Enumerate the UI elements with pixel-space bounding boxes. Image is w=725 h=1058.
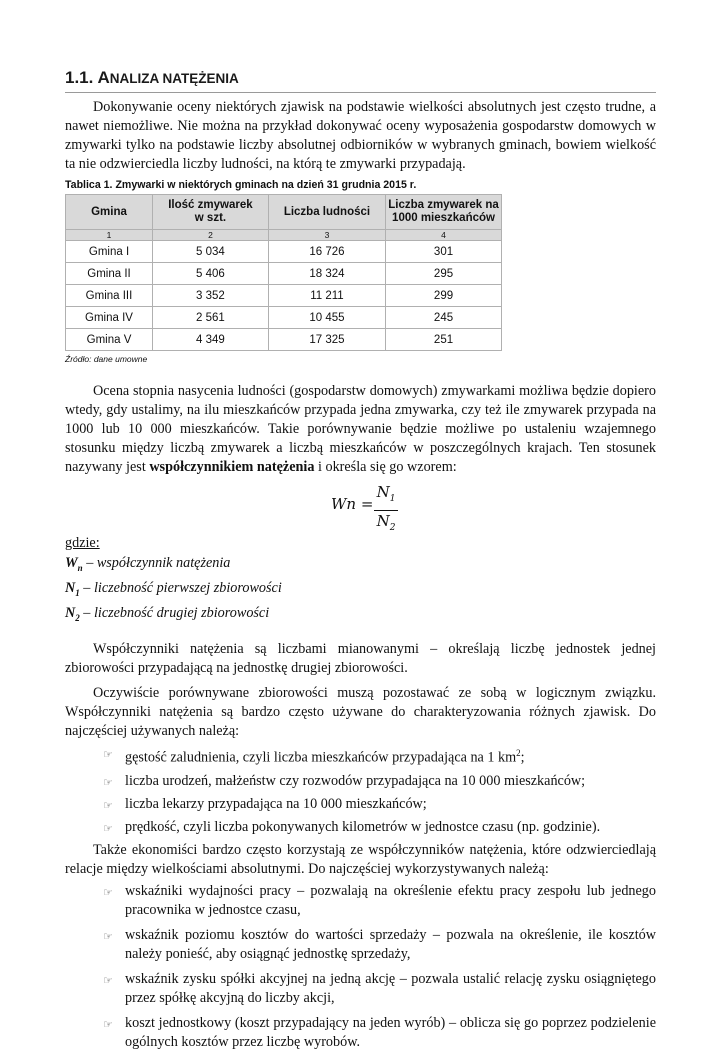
list-item-text: gęstość zaludnienia, czyli liczba mieszkańców przypadająca na 1 km [125, 750, 517, 767]
legend-text: – współczynnik natężenia [82, 555, 231, 571]
cell-per-1000: 299 [386, 285, 502, 307]
list-item [65, 970, 656, 1008]
examples-list [65, 744, 656, 837]
legend-text: – liczebność pierwszej zbiorowości [79, 579, 282, 596]
legend-item [65, 579, 656, 603]
legend-symbol: W [65, 555, 78, 571]
cell-gmina: Gmina V [66, 329, 153, 351]
formula-fraction [374, 483, 398, 538]
list-item-tail: ; [520, 750, 525, 767]
cell-per-1000: 245 [386, 307, 502, 329]
list-item-text: wskaźnik zysku spółki akcyjnej na jedną akcję – pozwala ustalić relację zysku osiągniętego przez spółkę akcyjną do liczby akcji, [125, 971, 656, 1007]
header-population: Liczba ludności [268, 195, 385, 230]
saturation-text-end: i określa się go wzorem: [314, 459, 457, 475]
fraction-bar [374, 510, 398, 511]
column-number-row [66, 230, 502, 241]
list-item [65, 795, 656, 814]
list-item-text: wskaźnik poziomu kosztów do wartości sprzedaży – pozwala na określenie, ile kosztów należy ponieść, aby osiągnąć jednostkę sprzedaży, [125, 927, 656, 963]
cell-gmina: Gmina III [66, 285, 153, 307]
cell-per-1000: 301 [386, 241, 502, 263]
numerator-subscript: 1 [389, 494, 396, 504]
list-item [65, 818, 656, 837]
cell-population: 17 325 [268, 329, 385, 351]
paragraph-saturation [65, 382, 656, 477]
cell-population: 16 726 [268, 241, 385, 263]
economic-indicators-list [65, 882, 656, 1052]
pointing-hand-icon: ☞ [103, 886, 113, 900]
legend-item [65, 604, 656, 628]
formula-lhs: Wn = [331, 495, 374, 513]
list-item [65, 882, 656, 920]
pointing-hand-icon: ☞ [103, 748, 113, 762]
section-title-rest: NALIZA NATĘŻENIA [109, 71, 239, 86]
numerator-symbol: N [376, 483, 390, 501]
cell-gmina: Gmina IV [66, 307, 153, 329]
column-number: 1 [66, 230, 153, 241]
pointing-hand-icon: ☞ [103, 776, 113, 790]
pointing-hand-icon: ☞ [103, 822, 113, 836]
table-source: Źródło: dane umowne [65, 354, 148, 364]
table-row [66, 307, 502, 329]
list-item [65, 1014, 656, 1052]
pointing-hand-icon: ☞ [103, 974, 113, 988]
cell-gmina: Gmina II [66, 263, 153, 285]
term-intensity-coefficient: współczynnikiem natężenia [149, 459, 315, 475]
column-number: 3 [268, 230, 385, 241]
list-item-text: liczba urodzeń, małżeństw czy rozwodów przypadająca na 10 000 mieszkańców; [125, 773, 586, 790]
document-page [65, 68, 656, 1058]
legend-subscript: n [77, 562, 83, 573]
cell-per-1000: 251 [386, 329, 502, 351]
formula-denominator [374, 512, 398, 538]
list-item-text: wskaźniki wydajności pracy – pozwalają na określenie efektu pracy zespołu lub jednego pracownika w jednostce czasu, [125, 883, 656, 919]
formula [65, 483, 656, 533]
cell-population: 10 455 [268, 307, 385, 329]
header-count: Ilość zmywarek w szt. [153, 195, 269, 230]
saturation-text: Ocena stopnia nasycenia ludności (gospodarstw domowych) zmywarkami możliwa będzie dopiero wtedy, gdy ustalimy, na ilu mieszkańców przypada jedna zmywarka, czy też ile zmywarek przypada na 1000 lub 10 000 mieszkańców. Takie porównywanie będzie możliwe po ustaleniu wzajemnego stosunku między liczbą zmywarek a liczbą mieszkańców w poszczególnych krajach. Ten stosunek nazywany jest [65, 383, 656, 475]
header-gmina: Gmina [66, 195, 153, 230]
cell-population: 11 211 [268, 285, 385, 307]
pointing-hand-icon: ☞ [103, 930, 113, 944]
cell-count: 5 034 [153, 241, 269, 263]
header-per-1000: Liczba zmywarek na 1000 mieszkańców [386, 195, 502, 230]
table-row [66, 241, 502, 263]
paragraph-named-numbers: Współczynniki natężenia są liczbami mianowanymi – określają liczbę jednostek jednej zbiorowości przypadającą na jednostkę drugiej zbiorowości. [65, 641, 656, 677]
legend-symbol: N [65, 579, 76, 596]
cell-count: 5 406 [153, 263, 269, 285]
pointing-hand-icon: ☞ [103, 1018, 113, 1032]
list-item [65, 926, 656, 964]
cell-gmina: Gmina I [66, 241, 153, 263]
paragraph-logical-link: Oczywiście porównywane zbiorowości muszą pozostawać ze sobą w logicznym związku. Współczynniki natężenia są bardzo często używane do charakteryzowania różnych zjawisk. Do najczęściej używanych należą: [65, 685, 656, 740]
legend-text: – liczebność drugiej zbiorowości [79, 604, 270, 621]
denominator-symbol: N [376, 512, 390, 530]
list-item [65, 772, 656, 791]
table-header-row [66, 195, 502, 230]
table-caption: Tablica 1. Zmywarki w niektórych gminach na dzień 31 grudnia 2015 r. [65, 179, 417, 191]
list-item-text: liczba lekarzy przypadająca na 10 000 mieszkańców; [125, 796, 427, 813]
cell-population: 18 324 [268, 263, 385, 285]
pointing-hand-icon: ☞ [103, 799, 113, 813]
table-row [66, 263, 502, 285]
cell-count: 4 349 [153, 329, 269, 351]
denominator-subscript: 2 [389, 523, 396, 533]
dishwashers-table [65, 194, 502, 351]
legend-symbol: N [65, 604, 76, 621]
legend-item [65, 554, 656, 578]
superscript: 2 [516, 748, 521, 759]
cell-per-1000: 295 [386, 263, 502, 285]
list-item-text: prędkość, czyli liczba pokonywanych kilometrów w jednostce czasu (np. godzinie). [125, 819, 601, 836]
formula-numerator [374, 483, 398, 509]
cell-count: 3 352 [153, 285, 269, 307]
column-number: 2 [153, 230, 269, 241]
section-number: 1.1. [65, 68, 94, 87]
section-heading [65, 68, 656, 93]
list-item [65, 744, 656, 768]
legend-subscript: 1 [75, 587, 80, 598]
legend-title: gdzie: [65, 535, 100, 551]
table-row [66, 329, 502, 351]
section-title-initial: A [97, 68, 110, 87]
cell-count: 2 561 [153, 307, 269, 329]
legend-subscript: 2 [75, 612, 80, 623]
list-item-text: koszt jednostkowy (koszt przypadający na jeden wyrób) – oblicza się go poprzez podzielenie ogólnych kosztów przez liczbę wyrobów. [125, 1015, 656, 1051]
table-row [66, 285, 502, 307]
paragraph-economists: Także ekonomiści bardzo często korzystają ze współczynników natężenia, które odzwierciedlają relacje między wielkościami absolutnymi. Do najczęściej wykorzystywanych należą: [65, 842, 656, 878]
paragraph-intro: Dokonywanie oceny niektórych zjawisk na podstawie wielkości absolutnych jest często trudne, a nawet niemożliwe. Nie można na przykład dokonywać oceny wyposażenia gospodarstw domowych w zmywarki tylko na podstawie liczby absolutnej odbiorników w wybranych gminach, bowiem wielkość ta nie odzwierciedla liczby ludności, na którą te zmywarki przypadają. [65, 99, 656, 172]
column-number: 4 [386, 230, 502, 241]
